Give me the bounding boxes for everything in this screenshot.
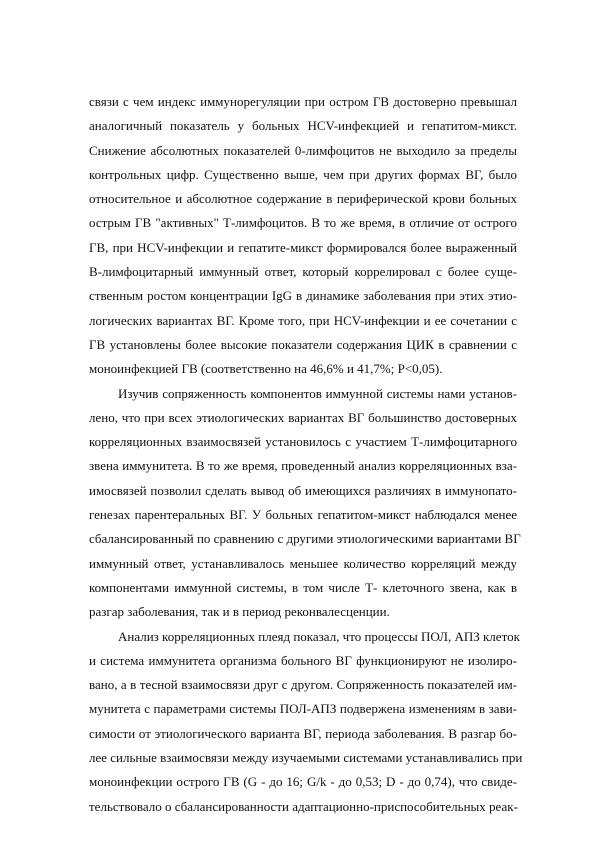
text-line: моноинфекцией ГВ (соответственно на 46,6% и 41,7%; Р<0,05). <box>89 361 443 377</box>
paragraph-immune-correlations <box>89 382 521 625</box>
text-line: ГВ установлены более высокие показатели содержания ЦИК в сравнении с <box>89 336 517 352</box>
document-page <box>89 90 523 819</box>
text-line: тельствовало о сбалансированности адаптационно-приспособительных реак- <box>89 798 518 814</box>
text-line: Анализ корреляционных плеяд показал, что процессы ПОЛ, АПЗ клеток <box>118 628 520 644</box>
text-line: сбалансированный по сравнению с другими этиологическими вариантами ВГ <box>89 531 521 547</box>
text-line: ственным ростом концентрации IgG в динамике заболевания при этих этио- <box>89 288 517 304</box>
text-line: контрольных цифр. Существенно выше, чем при других формах ВГ, было <box>89 166 517 182</box>
text-line: Изучив сопряженность компонентов иммунной системы нами установ- <box>118 385 517 401</box>
text-line: и система иммунитета организма больного ВГ функционируют не изолиро- <box>89 652 517 668</box>
text-line: компонентами иммунной системы, в том числе Т- клеточного звена, как в <box>89 579 517 595</box>
text-line: Снижение абсолютных показателей 0-лимфоцитов не выходило за пределы <box>89 142 517 158</box>
text-line: связи с чем индекс иммунорегуляции при остром ГВ достоверно превышал <box>89 94 517 109</box>
text-line: лено, что при всех этиологических вариантах ВГ большинство достоверных <box>89 409 517 425</box>
paragraph-immunoregulation <box>89 90 517 382</box>
text-line: логических вариантах ВГ. Кроме того, при HCV-инфекции и ее сочетании с <box>89 312 517 328</box>
paragraph-correlation-pleiades <box>89 625 523 819</box>
text-line: моноинфекции острого ГВ (G - до 16; G/k - до 0,53; D - до 0,74), что свиде- <box>89 774 517 790</box>
text-line: относительное и абсолютное содержание в периферической крови больных <box>89 191 517 207</box>
text-line: симости от этиологического варианта ВГ, периода заболевания. В разгар бо- <box>89 725 517 741</box>
text-line: разгар заболевания, так и в период реконвалесценции. <box>89 604 390 620</box>
text-line: аналогичный показатель у больных HCV-инфекцией и гепатитом-микст. <box>89 118 517 134</box>
text-line: имосвязей позволил сделать вывод об имеющихся различиях в иммунопато- <box>89 482 517 498</box>
text-line: иммунный ответ, устанавливалось меньшее количество корреляций между <box>89 555 517 571</box>
text-line: ГВ, при HCV-инфекции и гепатите-микст формировался более выраженный <box>89 239 517 255</box>
text-line: генезах парентеральных ВГ. У больных гепатитом-микст наблюдался менее <box>89 507 517 523</box>
text-line: вано, а в тесной взаимосвязи друг с другом. Сопряженность показателей им- <box>89 677 517 693</box>
text-line: корреляционных взаимосвязей установилось с участием Т-лимфоцитарного <box>89 434 517 450</box>
text-line: острым ГВ "активных" Т-лимфоцитов. В то же время, в отличие от острого <box>89 215 517 231</box>
text-line: звена иммунитета. В то же время, проведенный анализ корреляционных вза- <box>89 458 517 474</box>
text-line: лее сильные взаимосвязи между изучаемыми системами устанавливались при <box>89 750 523 766</box>
text-line: мунитета с параметрами системы ПОЛ-АПЗ подвержена изменениям в зави- <box>89 701 517 717</box>
text-line: В-лимфоцитарный иммунный ответ, который коррелировал с более суще- <box>89 264 517 280</box>
